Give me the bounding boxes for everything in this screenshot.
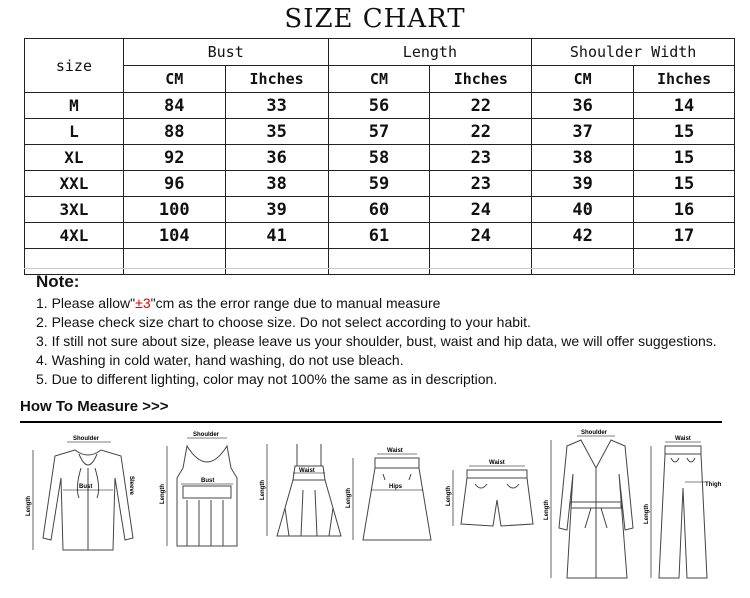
unit-cm: CM (328, 66, 430, 93)
thigh-label: Thigh (705, 482, 722, 488)
cell: 38 (225, 171, 328, 197)
cell: 38 (532, 145, 634, 171)
cell: 104 (123, 223, 225, 249)
waist-label: Waist (489, 460, 505, 466)
note-item: 2. Please check size chart to choose size. Do not select according to your habit. (36, 314, 531, 330)
cell: 59 (328, 171, 430, 197)
shoulder-label: Shoulder (73, 436, 100, 442)
measure-figures (15, 428, 735, 593)
group-bust: Bust (123, 39, 328, 66)
size-label: M (25, 93, 124, 119)
size-header: size (25, 39, 124, 93)
note-section (36, 272, 717, 389)
header-row (25, 39, 735, 66)
length-label: Length (544, 500, 550, 520)
length-label: Length (346, 488, 352, 508)
note-list (36, 294, 717, 389)
skirt-dimensions (353, 454, 423, 540)
waist-label: Waist (675, 436, 691, 442)
error-range: ±3 (135, 295, 151, 311)
cell: 96 (123, 171, 225, 197)
group-shoulder-width: Shoulder Width (532, 39, 735, 66)
cell: 24 (430, 223, 532, 249)
empty-cell (123, 249, 225, 275)
note-item: 5. Due to different lighting, color may not 100% the same as in description. (36, 371, 498, 387)
unit-cm: CM (532, 66, 634, 93)
size-label: XL (25, 145, 124, 171)
how-to-measure-heading: How To Measure >>> (20, 398, 169, 415)
cell: 36 (532, 93, 634, 119)
heading-rule (20, 421, 722, 423)
unit-cm: CM (123, 66, 225, 93)
cell: 60 (328, 197, 430, 223)
length-label: Length (26, 496, 32, 516)
table-row (25, 223, 735, 249)
blouse-dimensions (33, 442, 113, 550)
cell: 100 (123, 197, 225, 223)
cell: 39 (532, 171, 634, 197)
cell: 15 (634, 145, 735, 171)
cell: 23 (430, 145, 532, 171)
note-heading: Note: (36, 272, 80, 291)
coat-figure (559, 440, 633, 578)
cell: 40 (532, 197, 634, 223)
tank-top-figure (177, 446, 237, 546)
measure-illustrations (15, 428, 735, 593)
cell: 42 (532, 223, 634, 249)
page-title: SIZE CHART (284, 4, 466, 34)
shoulder-label: Shoulder (581, 430, 608, 436)
size-label: L (25, 119, 124, 145)
empty-row (25, 249, 735, 275)
hips-label: Hips (389, 484, 403, 490)
cell: 16 (634, 197, 735, 223)
cell: 17 (634, 223, 735, 249)
length-label: Length (644, 504, 650, 524)
waist-label: Waist (299, 468, 315, 474)
pants-figure (659, 446, 707, 578)
cell: 23 (430, 171, 532, 197)
skirt-figure (363, 458, 431, 540)
cell: 57 (328, 119, 430, 145)
note-item-text: "cm as the error range due to manual measure (150, 295, 441, 311)
shorts-dimensions (453, 466, 525, 526)
empty-cell (634, 249, 735, 275)
blouse-figure (43, 450, 133, 550)
unit-row (25, 66, 735, 93)
cell: 33 (225, 93, 328, 119)
bust-label: Bust (201, 478, 215, 484)
unit-inches: Ihches (634, 66, 735, 93)
note-item-text: 1. Please allow" (36, 295, 136, 311)
dress-figure (277, 444, 341, 536)
note-item: 4. Washing in cold water, hand washing, do not use bleach. (36, 352, 404, 368)
size-label: XXL (25, 171, 124, 197)
cell: 37 (532, 119, 634, 145)
empty-cell (225, 249, 328, 275)
note-item (36, 294, 717, 313)
cell: 14 (634, 93, 735, 119)
cell: 22 (430, 93, 532, 119)
cell: 58 (328, 145, 430, 171)
cell: 88 (123, 119, 225, 145)
size-chart-table (24, 38, 735, 275)
table-row (25, 119, 735, 145)
bust-label: Bust (79, 484, 93, 490)
length-label: Length (260, 480, 266, 500)
unit-inches: Ihches (225, 66, 328, 93)
table-row (25, 93, 735, 119)
table-row (25, 171, 735, 197)
cell: 41 (225, 223, 328, 249)
cell: 61 (328, 223, 430, 249)
cell: 15 (634, 171, 735, 197)
cell: 84 (123, 93, 225, 119)
unit-inches: Ihches (430, 66, 532, 93)
cell: 92 (123, 145, 225, 171)
cell: 39 (225, 197, 328, 223)
cell: 36 (225, 145, 328, 171)
table-row (25, 145, 735, 171)
length-label: Length (160, 484, 166, 504)
shorts-figure (461, 470, 533, 526)
length-label: Length (446, 486, 452, 506)
note-item: 3. If still not sure about size, please leave us your shoulder, bust, waist and hip data, we will offer suggestions. (36, 333, 717, 349)
table-row (25, 197, 735, 223)
size-label: 4XL (25, 223, 124, 249)
empty-cell (532, 249, 634, 275)
empty-cell (328, 249, 430, 275)
cell: 56 (328, 93, 430, 119)
empty-cell (430, 249, 532, 275)
shoulder-label: Shoulder (193, 432, 220, 438)
cell: 22 (430, 119, 532, 145)
size-label: 3XL (25, 197, 124, 223)
group-length: Length (328, 39, 532, 66)
cell: 15 (634, 119, 735, 145)
pants-dimensions (651, 442, 705, 578)
cell: 24 (430, 197, 532, 223)
sleeve-label: Sleeve (128, 476, 134, 496)
empty-cell (25, 249, 124, 275)
waist-label: Waist (387, 448, 403, 454)
separator-line (24, 268, 735, 269)
cell: 35 (225, 119, 328, 145)
